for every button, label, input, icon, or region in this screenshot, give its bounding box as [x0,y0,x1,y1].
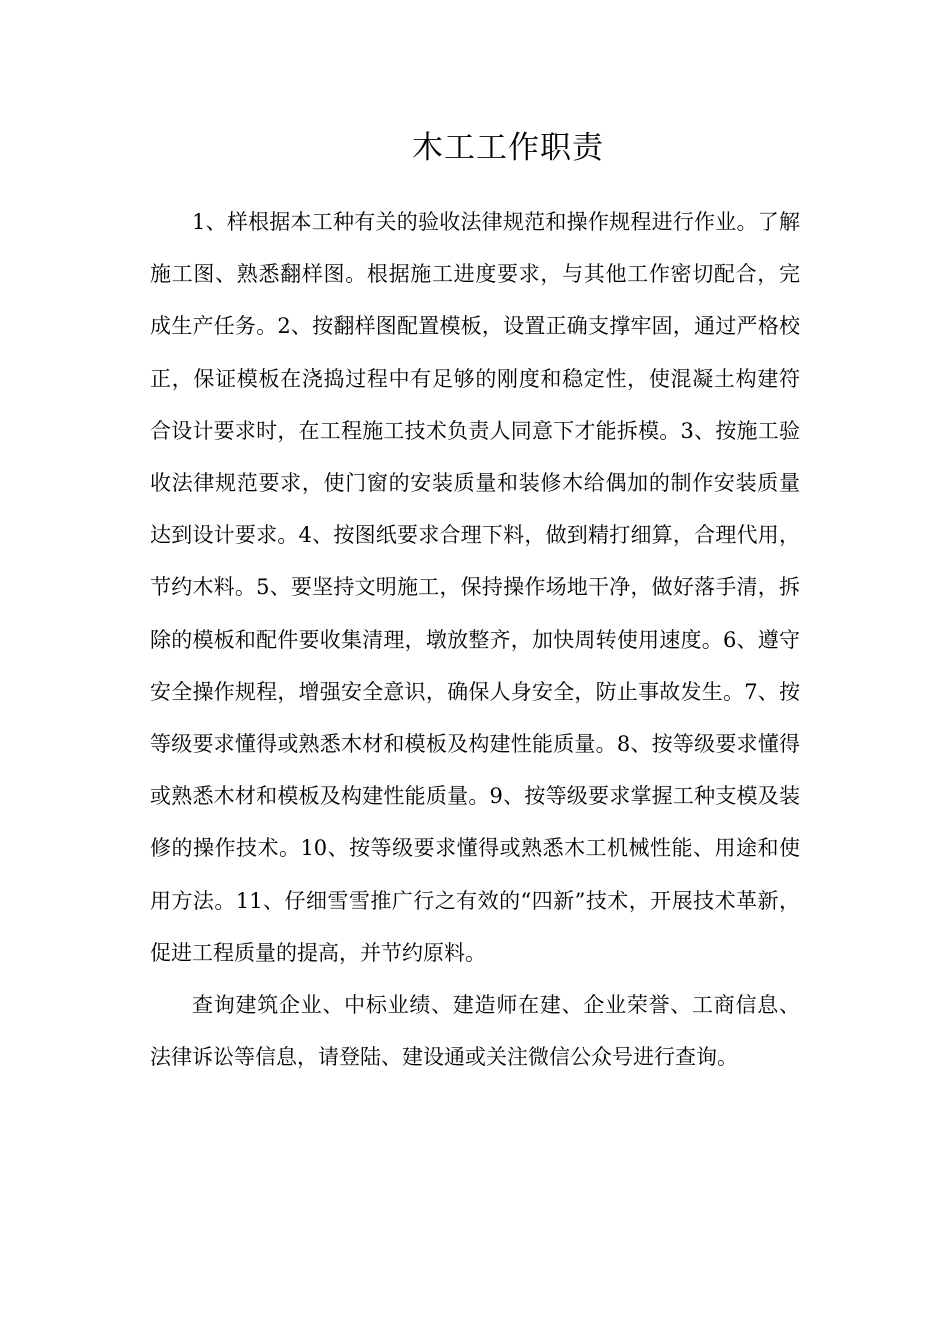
document-body [150,196,800,1083]
document-title: 木工工作职责 [412,130,604,166]
duties-paragraph: 1、样根据本工种有关的验收法律规范和操作规程进行作业。了解施工图、熟悉翻样图。根据施工进度要求，与其他工作密切配合，完成生产任务。2、按翻样图配置模板，设置正确支撑牢固，通过严格校正，保证模板在浇捣过程中有足够的刚度和稳定性，使混凝土构建符合设计要求时，在工程施工技术负责人同意下才能拆模。3、按施工验收法律规范要求，使门窗的安装质量和装修木给偶加的制作安装质量达到设计要求。4、按图纸要求合理下料，做到精打细算，合理代用，节约木料。5、要坚持文明施工，保持操作场地干净，做好落手清，拆除的模板和配件要收集清理，墩放整齐，加快周转使用速度。6、遵守安全操作规程，增强安全意识，确保人身安全，防止事故发生。7、按等级要求懂得或熟悉木材和模板及构建性能质量。8、按等级要求懂得或熟悉木材和模板及构建性能质量。9、按等级要求掌握工种支模及装修的操作技术。10、按等级要求懂得或熟悉木工机械性能、用途和使用方法。11、仔细雪雪推广行之有效的“四新”技术，开展技术革新，促进工程质量的提高，并节约原料。 [150,210,800,965]
contact-paragraph: 查询建筑企业、中标业绩、建造师在建、企业荣誉、工商信息、法律诉讼等信息，请登陆、建设通或关注微信公众号进行查询。 [150,993,800,1070]
